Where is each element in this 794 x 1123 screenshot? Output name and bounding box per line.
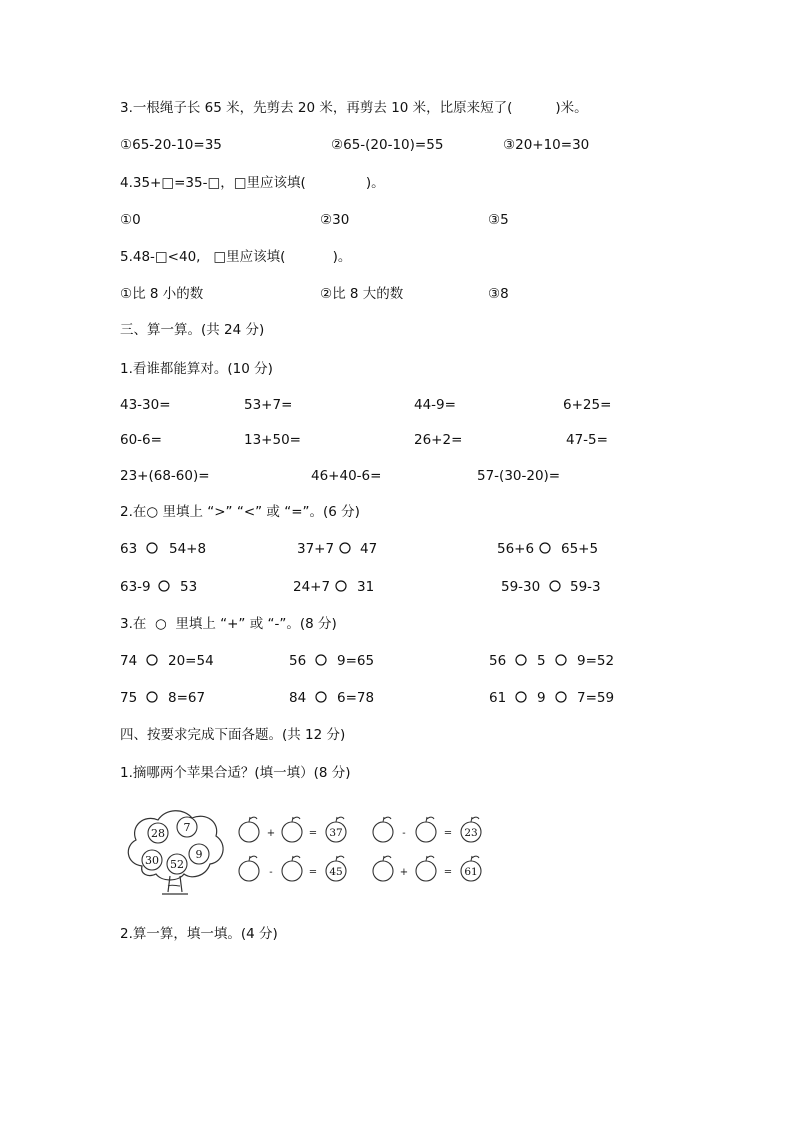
operator-sign: - [269,867,273,878]
tree-apple[interactable] [189,844,209,864]
q3-text: 3.一根绳子长 65 米，先剪去 20 米，再剪去 10 米，比原来短了( )米。 [120,100,588,116]
blank-circle[interactable] [145,541,159,555]
equals-sign: = [443,867,453,878]
empty-apple[interactable] [416,817,436,842]
q4-option-1: ①0 [120,212,141,228]
operator-sign: - [402,828,406,839]
blank-circle[interactable] [554,690,568,704]
blank-circle[interactable] [145,653,159,667]
compare-left: 63-9 [120,579,151,595]
blank-circle[interactable] [314,653,328,667]
equals-sign: = [308,867,318,878]
compare-right: 59-3 [570,579,601,595]
op-left: 75 [120,690,138,706]
section4-p2-title: 2.算一算，填一填。(4 分) [120,926,278,942]
compare-right: 54+8 [169,541,207,557]
tree-apple[interactable] [177,817,197,837]
op-middle: 5 [537,653,546,669]
section3-p1-title: 1.看谁都能算对。(10 分) [120,361,273,377]
q4-option-2: ②30 [320,212,350,228]
compare-right: 53 [180,579,198,595]
op-left: 56 [489,653,507,669]
op-right: 9=52 [577,653,615,669]
equals-sign: = [443,828,453,839]
calc-item: 57-(30-20)= [477,468,561,484]
tree-apple[interactable] [142,850,162,870]
compare-right: 65+5 [561,541,599,557]
tree-apple-number: 7 [183,821,191,834]
empty-apple[interactable] [282,817,302,842]
tree-apple-number: 28 [151,827,165,840]
compare-left: 59-30 [501,579,541,595]
blank-circle[interactable] [145,690,159,704]
q4-text: 4.35+□=35-□，□里应该填( )。 [120,175,385,191]
blank-circle[interactable] [548,579,562,593]
op-right: 6=78 [337,690,375,706]
op-left: 74 [120,653,138,669]
blank-circle[interactable] [334,579,348,593]
calc-item: 43-30= [120,397,171,413]
blank-circle[interactable] [157,579,171,593]
blank-circle[interactable] [554,653,568,667]
q4-option-3: ③5 [488,212,509,228]
tree-apple-number: 30 [145,854,159,867]
compare-left: 24+7 [293,579,331,595]
blank-circle[interactable] [514,690,528,704]
result-apple [461,856,481,881]
tree-apple-number: 52 [170,858,184,871]
empty-apple[interactable] [373,856,393,881]
apple-equations [232,812,492,892]
blank-circle[interactable] [514,653,528,667]
calc-item: 47-5= [566,432,608,448]
section3-p3-title: 3.在 ○ 里填上 “+” 或 “-”。(8 分) [120,616,337,632]
empty-apple[interactable] [239,817,259,842]
compare-left: 63 [120,541,138,557]
section4-p1-title: 1.摘哪两个苹果合适？(填一填）(8 分) [120,765,351,781]
q5-option-3: ③8 [488,286,509,302]
empty-apple[interactable] [373,817,393,842]
calc-item: 60-6= [120,432,162,448]
blank-circle[interactable] [314,690,328,704]
svg-text:37: 37 [329,827,343,839]
op-right: 20=54 [168,653,214,669]
empty-apple[interactable] [282,856,302,881]
result-apple [461,817,481,842]
op-left: 84 [289,690,307,706]
calc-item: 13+50= [244,432,301,448]
tree-apple-number: 9 [195,848,203,861]
calc-item: 53+7= [244,397,293,413]
operator-sign: + [399,867,409,878]
operator-sign: + [266,828,276,839]
blank-circle[interactable] [338,541,352,555]
op-left: 56 [289,653,307,669]
equals-sign: = [308,828,318,839]
result-apple [326,856,346,881]
op-left: 61 [489,690,507,706]
compare-right: 31 [357,579,375,595]
calc-item: 46+40-6= [311,468,382,484]
op-right: 8=67 [168,690,206,706]
calc-item: 26+2= [414,432,463,448]
calc-item: 44-9= [414,397,456,413]
compare-right: 47 [360,541,378,557]
q5-text: 5.48-□<40, □里应该填( )。 [120,249,352,265]
empty-apple[interactable] [416,856,436,881]
q3-option-1: ①65-20-10=35 [120,137,222,153]
q3-option-2: ②65-(20-10)=55 [331,137,444,153]
q3-option-3: ③20+10=30 [503,137,590,153]
svg-text:23: 23 [464,827,478,839]
result-apple [326,817,346,842]
q5-option-1: ①比 8 小的数 [120,286,204,302]
svg-text:45: 45 [329,866,343,878]
section3-p2-title: 2.在○ 里填上 “>” “<” 或 “=”。(6 分) [120,504,360,520]
calc-item: 23+(68-60)= [120,468,210,484]
compare-left: 56+6 [497,541,535,557]
section4-title: 四、按要求完成下面各题。(共 12 分) [120,727,346,743]
tree-apple[interactable] [148,823,168,843]
op-middle: 9 [537,690,546,706]
blank-circle[interactable] [538,541,552,555]
op-right: 7=59 [577,690,615,706]
svg-text:61: 61 [464,866,478,878]
op-right: 9=65 [337,653,375,669]
apple-tree-illustration [122,806,232,900]
section3-title: 三、算一算。(共 24 分) [120,322,265,338]
empty-apple[interactable] [239,856,259,881]
compare-left: 37+7 [297,541,335,557]
tree-apple[interactable] [167,854,187,874]
calc-item: 6+25= [563,397,612,413]
q5-option-2: ②比 8 大的数 [320,286,404,302]
